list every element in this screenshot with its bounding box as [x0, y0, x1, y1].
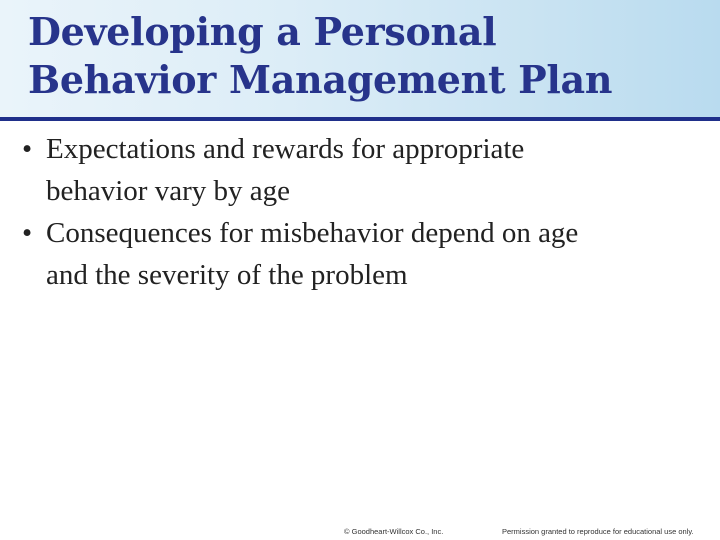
bullet-item-expectations — [22, 128, 712, 212]
bullet-item-consequences — [22, 212, 712, 296]
bullet-text-line: and the severity of the problem — [46, 259, 408, 291]
bullet-text-line: Consequences for misbehavior depend on age — [46, 217, 579, 249]
title-divider — [0, 117, 720, 121]
slide-title-line-2: Behavior Management Plan — [28, 57, 613, 102]
slide-title-line-1: Developing a Personal — [28, 9, 497, 54]
bullet-text-line: behavior vary by age — [46, 175, 290, 207]
bullet-list — [22, 128, 712, 296]
bullet-icon: • — [22, 217, 33, 249]
slide-title — [28, 8, 708, 104]
bullet-icon: • — [22, 133, 33, 165]
bullet-text-line: Expectations and rewards for appropriate — [46, 133, 525, 165]
footer-copyright: © Goodheart-Willcox Co., Inc. — [344, 527, 444, 536]
footer-permission: Permission granted to reproduce for educational use only. — [502, 527, 694, 536]
